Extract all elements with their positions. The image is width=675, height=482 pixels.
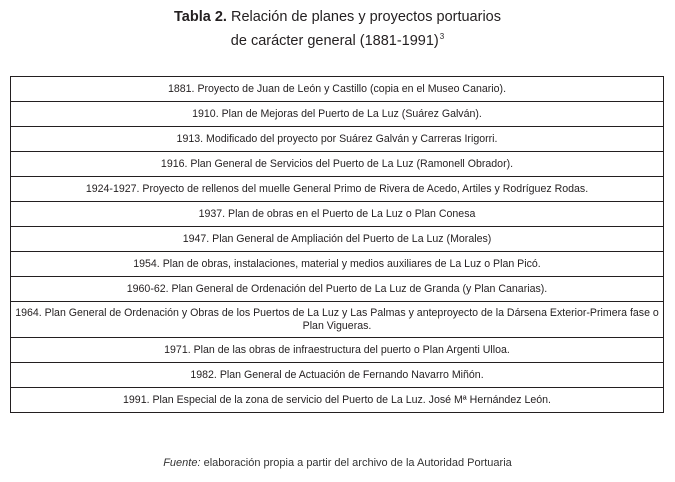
table-row (11, 302, 664, 338)
table-row (11, 127, 664, 152)
table-title-text: Relación de planes y proyectos portuarios (230, 9, 501, 25)
table-title-line-2 (0, 27, 675, 51)
table-row (11, 77, 664, 102)
table-row (11, 102, 664, 127)
table-row (11, 338, 664, 363)
table-row (11, 177, 664, 202)
table-cell: 1982. Plan General de Actuación de Fernando Navarro Miñón. (11, 363, 664, 388)
table-row (11, 388, 664, 413)
table-row (11, 252, 664, 277)
table-cell: 1913. Modificado del proyecto por Suárez Galván y Carreras Irigorri. (11, 127, 664, 152)
table-cell: 1924-1927. Proyecto de rellenos del muelle General Primo de Rivera de Acedo, Artiles y Rodríguez Rodas. (11, 177, 664, 202)
table-row (11, 152, 664, 177)
table-cell: 1991. Plan Especial de la zona de servicio del Puerto de La Luz. José Mª Hernández León. (11, 388, 664, 413)
table-title-line-1 (0, 8, 675, 27)
table-cell: 1916. Plan General de Servicios del Puerto de La Luz (Ramonell Obrador). (11, 152, 664, 177)
table-cell: 1947. Plan General de Ampliación del Puerto de La Luz (Morales) (11, 227, 664, 252)
table-title-subtext: de carácter general (1881-1991) (230, 33, 439, 49)
table-cell: 1964. Plan General de Ordenación y Obras de los Puertos de La Luz y Las Palmas y anteproyecto de la Dársena Exterior-Primera fase o Plan Vigueras. (11, 302, 664, 338)
table-row (11, 202, 664, 227)
table-cell: 1971. Plan de las obras de infraestructura del puerto o Plan Argenti Ulloa. (11, 338, 664, 363)
table-cell: 1881. Proyecto de Juan de León y Castillo (copia en el Museo Canario). (11, 77, 664, 102)
table-cell: 1960-62. Plan General de Ordenación del Puerto de La Luz de Granda (y Plan Canarias). (11, 277, 664, 302)
table-title (0, 8, 675, 51)
table-title-label: Tabla 2. (174, 9, 227, 25)
footnote-reference: 3 (439, 32, 445, 41)
table-row (11, 227, 664, 252)
table-cell: 1910. Plan de Mejoras del Puerto de La Luz (Suárez Galván). (11, 102, 664, 127)
source-text: elaboración propia a partir del archivo de la Autoridad Portuaria (203, 457, 512, 469)
source-label: Fuente: (163, 457, 201, 469)
plans-table (10, 76, 664, 413)
table-cell: 1937. Plan de obras en el Puerto de La Luz o Plan Conesa (11, 202, 664, 227)
table-row (11, 363, 664, 388)
table-row (11, 277, 664, 302)
table-cell: 1954. Plan de obras, instalaciones, material y medios auxiliares de La Luz o Plan Picó. (11, 252, 664, 277)
source-note (0, 456, 675, 470)
